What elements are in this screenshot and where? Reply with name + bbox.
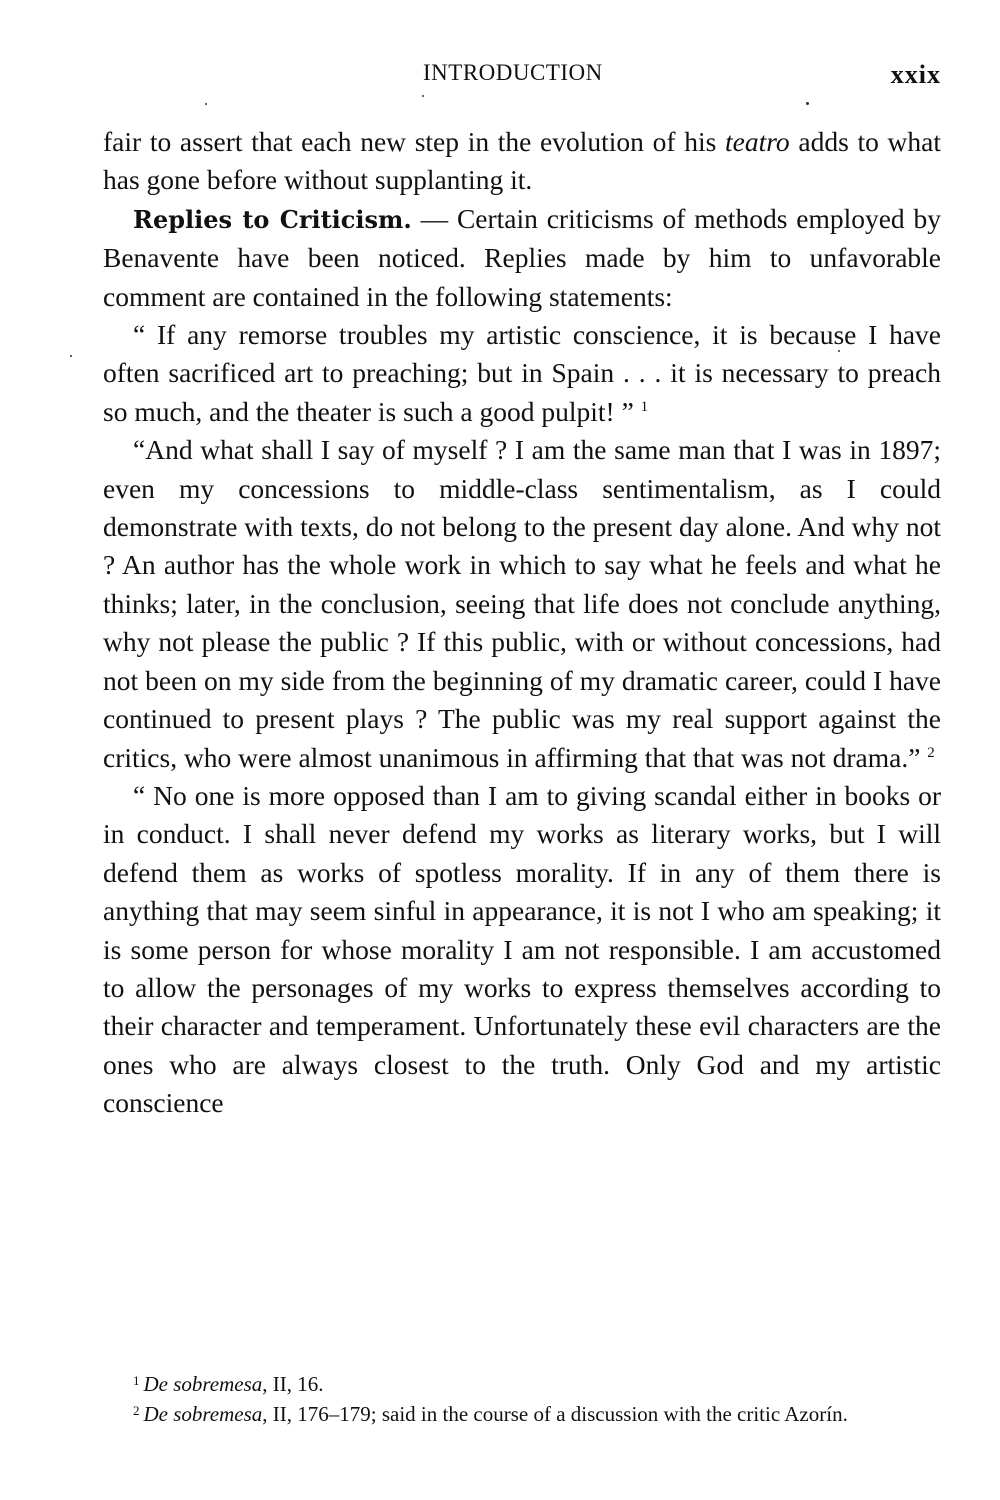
quote-paragraph-3: “ No one is more opposed than I am to giving scandal either in books or in conduct. I shall never defend my works as literary works, but I will defend them as works of spotless morality. If in any of them there is anything that may seem sinful in appearance, it is not I who am speaking; it is some person for whose morality I am not responsible. I am accustomed to allow the personages of my works to express themselves according to their character and temperament. Unfortunately these evil characters are the ones who are always closest to the truth. Only God and my artistic conscience (103, 779, 941, 1119)
footnote-1: $^1$ De sobremesa, II, 16. (133, 1372, 324, 1396)
footnote-2: $^2$ De sobremesa, II, 176–179; said in the course of a discussion with the critic Azorín. (133, 1402, 848, 1426)
scan-speck (838, 350, 840, 352)
footnote-title: De sobremesa (143, 1402, 263, 1426)
paragraph-replies-to-criticism: Replies to Criticism. — Certain criticisms of methods employed by Benavente have been noticed. Replies made by him to unfavorable comment are contained in the following statements: (103, 202, 942, 312)
page-number: xxix (890, 60, 941, 89)
running-head (103, 60, 941, 94)
paragraph-continuation: fair to assert that each new step in the evolution of his teatro adds to what has gone before without supplanting it. (103, 126, 941, 196)
footnote-mark: 1 (133, 1373, 140, 1388)
scan-speck (422, 95, 424, 97)
scan-speck (70, 355, 72, 357)
footnote-mark: 2 (133, 1403, 140, 1418)
italic-term: teatro (725, 126, 790, 157)
quote-paragraph-2: “And what shall I say of myself ? I am the same man that I was in 1897; even my concessions to middle-class sentimentalism, as I could demonstrate with texts, do not belong to the present day alone. And why not ? An author has the whole work in which to say what he feels and what he thinks; later, in the conclusion, seeing that life does not conclude anything, why not please the public ? If this public, with or without concessions, had not been on my side from the beginning of my dramatic career, could I have continued to present plays ? The public was my real support against the critics, who were almost unanimous in affirming that that was not drama.” $^2$ (103, 434, 941, 773)
scan-speck (205, 103, 207, 105)
body-text (103, 123, 941, 1123)
footnotes (103, 1369, 941, 1429)
quote-paragraph-1: “ If any remorse troubles my artistic conscience, it is because I have often sacrificed art to preaching; but in Spain . . . it is necessary to preach so much, and the theater is such a good pulpit! ” $^1$ (103, 319, 941, 427)
scan-speck (806, 102, 809, 105)
footnote-ref-2[interactable]: 2 (927, 744, 935, 761)
running-title: INTRODUCTION (423, 60, 603, 85)
section-run-in-heading: Replies to Criticism. (133, 204, 412, 234)
footnote-ref-1[interactable]: 1 (640, 398, 649, 415)
footnote-title: De sobremesa (143, 1372, 263, 1396)
